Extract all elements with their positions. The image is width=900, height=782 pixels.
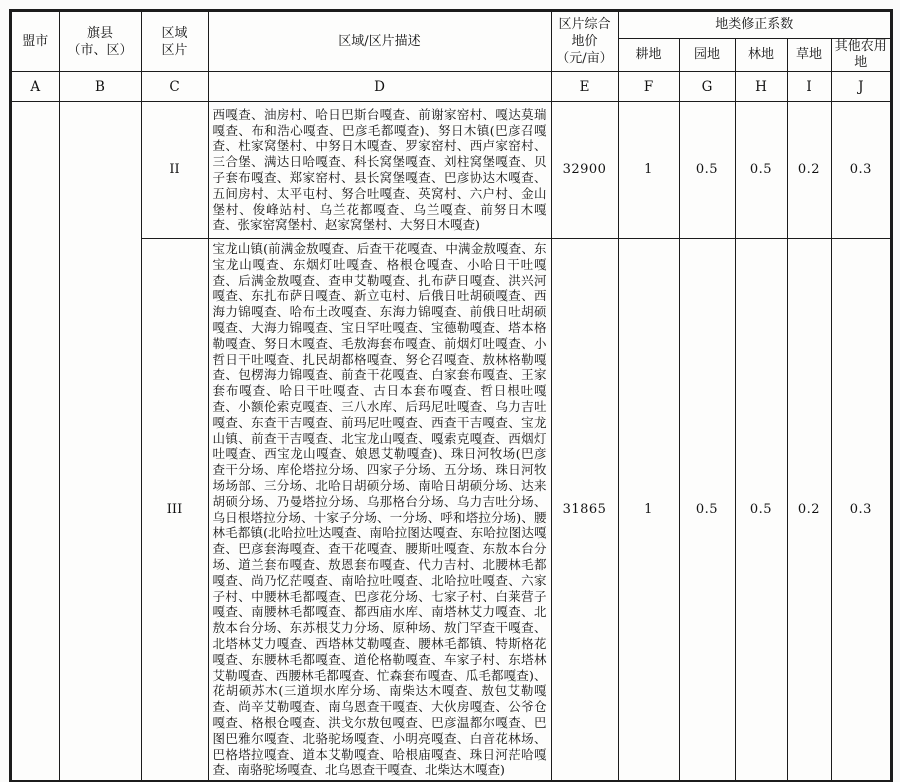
zone-3-coef-caodi: 0.2 (787, 239, 831, 782)
zone-2-price: 32900 (551, 102, 618, 239)
col-letter-b: B (59, 72, 141, 102)
table-row-zone-2 (11, 102, 891, 239)
header-description-label: 区域/区片描述 (338, 34, 421, 49)
zone-3-coef-lindi: 0.5 (735, 239, 787, 782)
zone-label-3: III (141, 239, 208, 782)
col-letter-i: I (787, 72, 831, 102)
header-subcol-caodi: 草地 (787, 39, 831, 72)
zone-2-coef-lindi: 0.5 (735, 102, 787, 239)
zone-3-coef-gengdi: 1 (618, 239, 679, 782)
col-letter-c: C (141, 72, 208, 102)
header-quyu-line2: 区片 (161, 42, 188, 58)
col-letter-g: G (679, 72, 735, 102)
col-letter-h: H (735, 72, 787, 102)
zone-2-coef-caodi: 0.2 (787, 102, 831, 239)
col-letter-d: D (208, 72, 551, 102)
header-coefficient-group: 地类修正系数 (618, 11, 891, 39)
col-letter-e: E (551, 72, 618, 102)
zone-3-description: 宝龙山镇(前满金敖嘎查、后查干花嘎查、中满金敖嘎查、东宝龙山嘎查、东烟灯吐嘎查、格根仓嘎查、小哈日干吐嘎查、后满金敖嘎查、查申艾勒嘎查、扎布萨日嘎查、洪兴河嘎查、东扎布萨日嘎查、新立屯村、后俄日吐胡硕嘎查、西海力锦嘎查、哈布土改嘎查、东海力锦嘎查、前俄日吐胡硕嘎查、大海力锦嘎查、宝日罕吐嘎查、宝德勒嘎查、塔本格勒嘎查、努日木嘎查、毛敖海套布嘎查、前烟灯吐嘎查、小哲日干吐嘎查、扎民胡都格嘎查、努仑召嘎查、敖林格勒嘎查、包楞海力锦嘎查、前查干花嘎查、白家套布嘎查、王家套布嘎查、哈日干吐嘎查、古日本套布嘎查、哲日根吐嘎查、小额伦索克嘎查、三八水库、后玛尼吐嘎查、乌力吉吐嘎查、东查干吉嘎查、前玛尼吐嘎查、西查干吉嘎查、宝龙山镇、前查干吉嘎查、北宝龙山嘎查、嘎索克嘎查、西烟灯吐嘎查、西宝龙山嘎查、娘恩艾勒嘎查)、珠日河牧场(巴彦查干分场、库伦塔拉分场、四家子分场、五分场、珠日河牧场场部、三分场、北哈日胡硕分场、南哈日胡硕分场、达来胡硕分场、乃曼塔拉分场、乌那格台分场、乌力吉吐分场、乌日根塔拉分场、十家子分场、一分场、呼和塔拉分场)、腰林毛都镇(北哈拉吐达嘎查、南哈拉图达嘎查、东哈拉图达嘎查、巴彦套海嘎查、查干花嘎查、腰斯吐嘎查、东敖本台分场、道兰套布嘎查、敖恩套布嘎查、代力吉村、北腰林毛都嘎查、尚乃忆茫嘎查、南哈拉吐嘎查、北哈拉吐嘎查、六家子村、中腰林毛都嘎查、巴彦花分场、七家子村、白莱营子嘎查、南腰林毛都嘎查、都西庙水库、南塔林艾力嘎查、北敖本台分场、东苏根艾力分场、原种场、敖门罕查干嘎查、北塔林艾力嘎查、西塔林艾勒嘎查、腰林毛都镇、特斯格花嘎查、东腰林毛都嘎查、道伦格勒嘎查、车家子村、东塔林艾勒嘎查、西腰林毛都嘎查、忙森套布嘎查、瓜毛都嘎查)、花胡硕苏木(三道坝水库分场、南柴达木嘎查、敖包艾勒嘎查、尚辛艾勒嘎查、南乌恩查干嘎查、大伙房嘎查、公爷仓嘎查、格根仓嘎查、洪戈尔敖包嘎查、巴彦温都尔嘎查、巴图巴雅尔嘎查、北骆驼场嘎查、小明亮嘎查、白音花林场、巴格塔拉嘎查、道本艾勒嘎查、哈根庙嘎查、珠日河茫哈嘎查、南骆驼场嘎查、北乌恩查干嘎查、北柴达木嘎查) (208, 239, 551, 782)
header-qixian (59, 11, 141, 72)
header-subcol-lindi: 林地 (735, 39, 787, 72)
header-price-line2: 地价 (571, 34, 598, 49)
header-description (208, 11, 551, 72)
header-quyu-line1: 区域 (161, 25, 188, 41)
header-price-line3: （元/亩） (556, 51, 613, 66)
header-subcol-gengdi: 耕地 (618, 39, 679, 72)
header-price-line1: 区片综合 (558, 17, 611, 32)
col-letter-f: F (618, 72, 679, 102)
zone-2-description: 西嘎查、油房村、哈日巴斯台嘎查、前谢家窑村、嘎达莫瑞嘎查、布和浩心嘎查、巴彦毛都嘎查)、努日木镇(巴彦召嘎查、杜家窝堡村、中努日木嘎查、罗家窑村、西卢家窑村、三合堡、满达日哈嘎查、科长窝堡嘎查、刘柱窝堡嘎查、贝子套布嘎查、郑家窑村、县长窝堡嘎查、巴彦协达木嘎查、五间房村、太平屯村、努合吐嘎查、英窝村、六户村、金山堡村、俊峰站村、乌兰花都嘎查、乌兰嘎查、前努日木嘎查、张家窑窝堡村、赵家窝堡村、大努日木嘎查) (208, 102, 551, 239)
land-price-table (10, 10, 892, 782)
header-subcol-qita: 其他农用地 (831, 39, 891, 72)
table-row-zone-3 (11, 239, 891, 782)
header-price (551, 11, 618, 72)
header-mengshi (11, 11, 59, 72)
zone-2-coef-gengdi: 1 (618, 102, 679, 239)
col-letter-a: A (11, 72, 59, 102)
header-mengshi-label: 盟市 (22, 34, 49, 49)
header-qixian-line2: （市、区） (67, 42, 133, 58)
zone-3-coef-qita: 0.3 (831, 239, 891, 782)
header-subcol-yuandi: 园地 (679, 39, 735, 72)
zone-2-coef-yuandi: 0.5 (679, 102, 735, 239)
qixian-cell-empty (59, 102, 141, 782)
zone-2-coef-qita: 0.3 (831, 102, 891, 239)
header-qixian-line1: 旗县 (86, 25, 113, 41)
header-quyu-qupian (141, 11, 208, 72)
zone-label-2: II (141, 102, 208, 239)
zone-3-coef-yuandi: 0.5 (679, 239, 735, 782)
col-letter-j: J (831, 72, 891, 102)
mengshi-cell-empty (11, 102, 59, 782)
zone-3-price: 31865 (551, 239, 618, 782)
